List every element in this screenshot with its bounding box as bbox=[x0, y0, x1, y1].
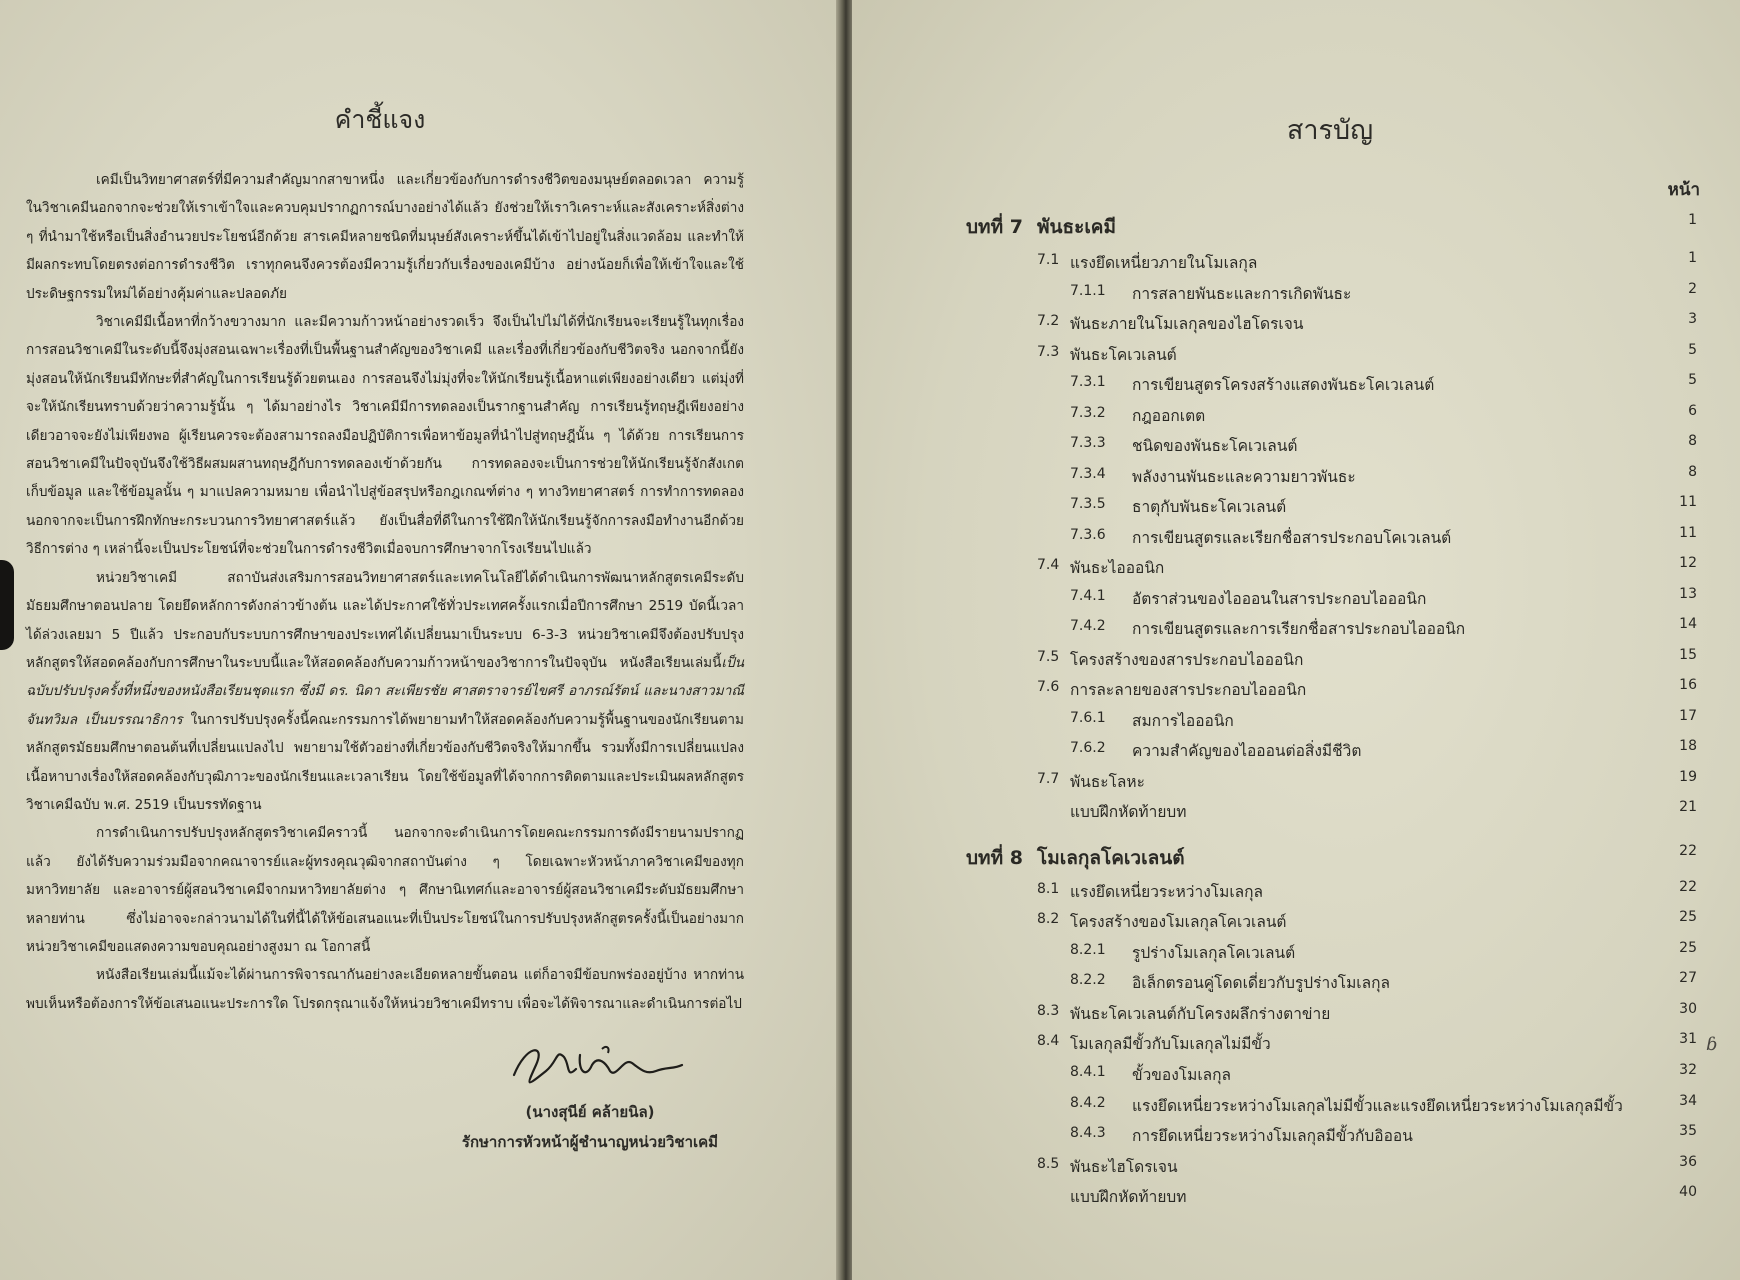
toc-entry-title: กฎออกเตต bbox=[1132, 407, 1206, 425]
toc-entry-page: 12 bbox=[1679, 555, 1697, 571]
toc-entry-number: 8.1 bbox=[1037, 881, 1060, 897]
toc-entry-page: 22 bbox=[1679, 843, 1697, 859]
toc-entry-title: โมเลกุลโคเวเลนต์ bbox=[1037, 847, 1185, 869]
foreword-paragraph-5: หนังสือเรียนเล่มนี้แม้จะได้ผ่านการพิจารณากันอย่างละเอียดหลายขั้นตอน แต่ก็อาจมีข้อบกพร่องอยู่บ้าง หากท่านพบเห็นหรือต้องการให้ข้อเสนอแนะประการใด โปรดกรุณาแจ้งให้หน่วยวิชาเคมีทราบ เพื่อจะได้พิจารณาและดำเนินการต่อไป bbox=[26, 967, 744, 1012]
toc-entry-number: 8.3 bbox=[1037, 1003, 1060, 1019]
foreword-title: คำชี้แจง bbox=[334, 105, 426, 134]
toc-entry-page: 25 bbox=[1679, 940, 1697, 956]
toc-entry-page: 36 bbox=[1679, 1154, 1697, 1170]
toc-entry-title: โมเลกุลมีขั้วกับโมเลกุลไม่มีขั้ว bbox=[1070, 1035, 1271, 1053]
toc-entry-number: 7.3.1 bbox=[1070, 374, 1106, 390]
foreword-body bbox=[26, 166, 744, 1018]
toc-entry-page: 22 bbox=[1679, 879, 1697, 895]
toc-entry-page: 8 bbox=[1688, 433, 1697, 449]
toc-entry-number: 8.2.1 bbox=[1070, 942, 1106, 958]
toc-entry-number: 7.3.4 bbox=[1070, 466, 1106, 482]
toc-entry-title: แบบฝึกหัดท้ายบท bbox=[1070, 1188, 1187, 1206]
toc-entry-page: 19 bbox=[1679, 769, 1697, 785]
toc-entry-page: 21 bbox=[1679, 799, 1697, 815]
toc-title: สารบัญ bbox=[1286, 115, 1374, 146]
toc-entry-page: 1 bbox=[1688, 212, 1697, 228]
toc-entry-title: การละลายของสารประกอบไอออนิก bbox=[1070, 681, 1307, 699]
toc-entry-number: 7.4 bbox=[1037, 557, 1060, 573]
toc-entry-page: 35 bbox=[1679, 1123, 1697, 1139]
toc-entry-page: 16 bbox=[1679, 677, 1697, 693]
toc-entry-page: 6 bbox=[1688, 403, 1697, 419]
toc-entry-title: โครงสร้างของโมเลกุลโคเวเลนต์ bbox=[1070, 913, 1287, 931]
toc-entry-number: 7.6.2 bbox=[1070, 740, 1106, 756]
foreword-italic-editors: เป็นฉบับปรับปรุงครั้งที่หนึ่งของหนังสือเรียนชุดแรก ซึ่งมี ดร. นิดา สะเพียรชัย ศาสตราจารย์ไขศรี อาภรณ์รัตน์ และนางสาวมาณี จันทวิมล เป็นบรรณาธิการ bbox=[26, 654, 744, 728]
signer-title: รักษาการหัวหน้าผู้ชำนาญหน่วยวิชาเคมี bbox=[461, 1133, 719, 1151]
toc-entry-page: 14 bbox=[1679, 616, 1697, 632]
toc-entry-title: ความสำคัญของไอออนต่อสิ่งมีชีวิต bbox=[1132, 742, 1362, 760]
toc-entry-number: 7.3.3 bbox=[1070, 435, 1106, 451]
toc-entry-number: 7.1.1 bbox=[1070, 283, 1106, 299]
toc-entry-number: 8.4 bbox=[1037, 1033, 1060, 1049]
toc-entry-title: โครงสร้างของสารประกอบไอออนิก bbox=[1070, 651, 1304, 669]
toc-entry-title: การเขียนสูตรโครงสร้างแสดงพันธะโคเวเลนต์ bbox=[1132, 376, 1435, 394]
pencil-margin-mark: ɓ bbox=[1706, 1034, 1718, 1055]
toc-page-column-label: หน้า bbox=[1667, 180, 1700, 200]
toc-entry-page: 18 bbox=[1679, 738, 1697, 754]
toc-entry-page: 17 bbox=[1679, 708, 1697, 724]
toc-entry-number: 7.4.2 bbox=[1070, 618, 1106, 634]
toc-entry-number: 7.3.6 bbox=[1070, 527, 1106, 543]
toc-entry-title: การเขียนสูตรและเรียกชื่อสารประกอบโคเวเลนต์ bbox=[1132, 529, 1452, 547]
foreword-paragraph-2: วิชาเคมีมีเนื้อหาที่กว้างขวางมาก และมีความก้าวหน้าอย่างรวดเร็ว จึงเป็นไปไม่ได้ที่นักเรียนจะเรียนรู้ในทุกเรื่อง การสอนวิชาเคมีในระดับนี้จึงมุ่งสอนเฉพาะเรื่องที่เป็นพื้นฐานสำคัญของวิชาเคมี และเรื่องที่เกี่ยวข้องกับชีวิตจริง นอกจากนี้ยังมุ่งสอนให้นักเรียนมีทักษะที่สำคัญในการเรียนรู้ด้วยตนเอง การสอนจึงไม่มุ่งที่จะให้นักเรียนรู้เนื้อหาแต่เพียงอย่างเดียว แต่มุ่งที่จะให้นักเรียนทราบด้วยว่าความรู้นั้น ๆ ได้มาอย่างไร วิชาเคมีมีการทดลองเป็นรากฐานสำคัญ การเรียนรู้ทฤษฎีเพียงอย่างเดียวอาจจะยังไม่เพียงพอ ผู้เรียนควรจะต้องสามารถลงมือปฏิบัติการเพื่อหาข้อมูลที่นำไปสู่ทฤษฎีนั้น ๆ ได้ด้วย การเรียนการสอนวิชาเคมีในปัจจุบันจึงใช้วิธีผสมผสานทฤษฎีกับการทดลองเข้าด้วยกัน การทดลองจะเป็นการช่วยให้นักเรียนรู้จักสังเกต เก็บข้อมูล และใช้ข้อมูลนั้น ๆ มาแปลความหมาย เพื่อนำไปสู่ข้อสรุปหรือกฎเกณฑ์ต่าง ๆ ทางวิทยาศาสตร์ การทำการทดลองนอกจากจะเป็นการฝึกทักษะกระบวนการวิทยาศาสตร์แล้ว ยังเป็นสื่อที่ดีในการใช้ฝึกให้นักเรียนรู้จักการลงมือทำงานอีกด้วย วิธีการต่าง ๆ เหล่านี้จะเป็นประโยชน์ที่จะช่วยในการดำรงชีวิตเมื่อจบการศึกษาจากโรงเรียนไปแล้ว bbox=[26, 314, 744, 558]
binding-clip-shadow bbox=[0, 560, 14, 650]
toc-entry-number: 7.5 bbox=[1037, 649, 1060, 665]
toc-entry-number: 7.7 bbox=[1037, 771, 1060, 787]
toc-entry-number: 7.4.1 bbox=[1070, 588, 1106, 604]
handwritten-signature bbox=[506, 1035, 686, 1091]
toc-entry-number: 8.4.3 bbox=[1070, 1125, 1106, 1141]
foreword-paragraph-4: การดำเนินการปรับปรุงหลักสูตรวิชาเคมีคราวนี้ นอกจากจะดำเนินการโดยคณะกรรมการดังมีรายนามปรากฏแล้ว ยังได้รับความร่วมมือจากคณาจารย์และผู้ทรงคุณวุฒิจากสถาบันต่าง ๆ โดยเฉพาะหัวหน้าภาควิชาเคมีของทุกมหาวิทยาลัย และอาจารย์ผู้สอนวิชาเคมีจากมหาวิทยาลัยต่าง ๆ ศึกษานิเทศก์และอาจารย์ผู้สอนวิชาเคมีระดับมัธยมศึกษาหลายท่าน ซึ่งไม่อาจจะกล่าวนามได้ในที่นี้ได้ให้ข้อเสนอแนะที่เป็นประโยชน์ในการปรับปรุงหลักสูตรครั้งนี้เป็นอย่างมาก หน่วยวิชาเคมีขอแสดงความขอบคุณอย่างสูงมา ณ โอกาสนี้ bbox=[26, 825, 744, 955]
toc-entry-title: ชนิดของพันธะโคเวเลนต์ bbox=[1132, 437, 1298, 455]
foreword-paragraph-3 bbox=[26, 564, 744, 820]
toc-entry-title: พันธะโลหะ bbox=[1070, 773, 1145, 791]
toc-entry-page: 15 bbox=[1679, 647, 1697, 663]
toc-entry-page: 5 bbox=[1688, 342, 1697, 358]
toc-entry-page: 11 bbox=[1679, 525, 1697, 541]
toc-entry-page: 25 bbox=[1679, 909, 1697, 925]
toc-entry-page: 31 bbox=[1679, 1031, 1697, 1047]
toc-entry-title: แรงยึดเหนี่ยวระหว่างโมเลกุล bbox=[1070, 883, 1263, 901]
foreword-paragraph-3-end: ในการปรับปรุงครั้งนี้คณะกรรมการได้พยายามทำให้สอดคล้องกับความรู้พื้นฐานของนักเรียนตามหลักสูตรมัธยมศึกษาตอนต้นที่เปลี่ยนแปลงไป พยายามใช้ตัวอย่างที่เกี่ยวข้องกับชีวิตจริงให้มากขึ้น รวมทั้งมีการเปลี่ยนแปลงเนื้อหาบางเรื่องให้สอดคล้องกับวุฒิภาวะของนักเรียนและเวลาเรียน โดยใช้ข้อมูลที่ได้จากการติดตามและประเมินผลหลักสูตรวิชาเคมีฉบับ พ.ศ. 2519 เป็นบรรทัดฐาน bbox=[26, 711, 744, 813]
toc-entry-number: 8.4.2 bbox=[1070, 1095, 1106, 1111]
toc-entry-title: สมการไอออนิก bbox=[1132, 712, 1234, 730]
toc-entry-number: 7.1 bbox=[1037, 252, 1060, 268]
toc-entry-page: 40 bbox=[1679, 1184, 1697, 1200]
foreword-paragraph-1: เคมีเป็นวิทยาศาสตร์ที่มีความสำคัญมากสาขาหนึ่ง และเกี่ยวข้องกับการดำรงชีวิตของมนุษย์ตลอดเวลา ความรู้ในวิชาเคมีนอกจากจะช่วยให้เราเข้าใจและควบคุมปรากฏการณ์บางอย่างได้แล้ว ยังช่วยให้เราวิเคราะห์และสังเคราะห์สิ่งต่าง ๆ ที่นำมาใช้หรือเป็นสิ่งอำนวยประโยชน์อีกด้วย สารเคมีหลายชนิดที่มนุษย์สังเคราะห์ขึ้นได้เข้าไปอยู่ในสิ่งแวดล้อม และทำให้มีผลกระทบโดยตรงต่อการดำรงชีวิต เราทุกคนจึงควรต้องมีความรู้เกี่ยวกับเรื่องของเคมีบ้าง อย่างน้อยก็เพื่อให้เข้าใจและใช้ประดิษฐกรรมใหม่ได้อย่างคุ้มค่าและปลอดภัย bbox=[26, 172, 744, 302]
toc-entry-title: การเขียนสูตรและการเรียกชื่อสารประกอบไอออนิก bbox=[1132, 620, 1466, 638]
toc-entry-number: 7.2 bbox=[1037, 313, 1060, 329]
toc-entry-number: 7.6.1 bbox=[1070, 710, 1106, 726]
toc-entry-number: บทที่ 8 bbox=[966, 847, 1023, 869]
toc-entry-title: พันธะไฮโดรเจน bbox=[1070, 1158, 1178, 1176]
toc-entry-page: 3 bbox=[1688, 311, 1697, 327]
toc-entry-title: การสลายพันธะและการเกิดพันธะ bbox=[1132, 285, 1352, 303]
toc-entry-page: 5 bbox=[1688, 372, 1697, 388]
toc-entry-title: พันธะโคเวเลนต์ bbox=[1070, 346, 1177, 364]
toc-entry-page: 32 bbox=[1679, 1062, 1697, 1078]
toc-entry-number: 7.3.5 bbox=[1070, 496, 1106, 512]
toc-entry-page: 2 bbox=[1688, 281, 1697, 297]
toc-entry-number: 8.5 bbox=[1037, 1156, 1060, 1172]
signer-name: (นางสุนีย์ คล้ายนิล) bbox=[525, 1103, 655, 1121]
toc-entry-page: 8 bbox=[1688, 464, 1697, 480]
toc-entry-number: 8.2 bbox=[1037, 911, 1060, 927]
toc-entry-title: พันธะภายในโมเลกุลของไฮโดรเจน bbox=[1070, 315, 1304, 333]
toc-entry-page: 11 bbox=[1679, 494, 1697, 510]
toc-entry-title: อัตราส่วนของไอออนในสารประกอบไอออนิก bbox=[1132, 590, 1427, 608]
toc-entry-title: แรงยึดเหนี่ยวระหว่างโมเลกุลไม่มีขั้วและแรงยึดเหนี่ยวระหว่างโมเลกุลมีขั้ว bbox=[1132, 1097, 1623, 1115]
toc-entry-page: 13 bbox=[1679, 586, 1697, 602]
toc-entry-title: พลังงานพันธะและความยาวพันธะ bbox=[1132, 468, 1356, 486]
toc-entry-title: ธาตุกับพันธะโคเวเลนต์ bbox=[1132, 498, 1287, 516]
toc-entry-page: 30 bbox=[1679, 1001, 1697, 1017]
toc-entry-title: รูปร่างโมเลกุลโคเวเลนต์ bbox=[1132, 944, 1296, 962]
toc-entry-page: 27 bbox=[1679, 970, 1697, 986]
toc-entry-number: 7.3.2 bbox=[1070, 405, 1106, 421]
toc-entry-page: 34 bbox=[1679, 1093, 1697, 1109]
toc-entry-title: แบบฝึกหัดท้ายบท bbox=[1070, 803, 1187, 821]
toc-entry-title: แรงยึดเหนี่ยวภายในโมเลกุล bbox=[1070, 254, 1258, 272]
toc-entry-title: พันธะเคมี bbox=[1037, 216, 1117, 238]
left-page bbox=[0, 0, 838, 1280]
toc-entry-page: 1 bbox=[1688, 250, 1697, 266]
foreword-paragraph-3-start: หน่วยวิชาเคมี สถาบันส่งเสริมการสอนวิทยาศาสตร์และเทคโนโลยีได้ดำเนินการพัฒนาหลักสูตรเคมีระดับมัธยมศึกษาตอนปลาย โดยยึดหลักการดังกล่าวข้างต้น และได้ประกาศใช้ทั่วประเทศครั้งแรกเมื่อปีการศึกษา 2519 บัดนี้เวลาได้ล่วงเลยมา 5 ปีแล้ว ประกอบกับระบบการศึกษาของประเทศได้เปลี่ยนมาเป็นระบบ 6-3-3 หน่วยวิชาเคมีจึงต้องปรับปรุงหลักสูตรให้สอดคล้องกับการศึกษาในระบบนี้และให้สอดคล้องกับความก้าวหน้าของวิชาการในปัจจุบัน หนังสือเรียนเล่มนี้ bbox=[26, 569, 744, 671]
toc-entry-title: พันธะไอออนิก bbox=[1070, 559, 1165, 577]
toc-entry-title: การยึดเหนี่ยวระหว่างโมเลกุลมีขั้วกับอิออน bbox=[1132, 1127, 1413, 1145]
toc-entry-number: 8.4.1 bbox=[1070, 1064, 1106, 1080]
toc-entry-number: 7.3 bbox=[1037, 344, 1060, 360]
toc-entry-title: อิเล็กตรอนคู่โดดเดี่ยวกับรูปร่างโมเลกุล bbox=[1132, 974, 1390, 992]
toc-entry-number: 7.6 bbox=[1037, 679, 1060, 695]
toc-entry-title: พันธะโคเวเลนต์กับโครงผลึกร่างตาข่าย bbox=[1070, 1005, 1331, 1023]
toc-entry-number: บทที่ 7 bbox=[966, 216, 1023, 238]
toc-entry-number: 8.2.2 bbox=[1070, 972, 1106, 988]
toc-entry-title: ขั้วของโมเลกุล bbox=[1132, 1066, 1231, 1084]
